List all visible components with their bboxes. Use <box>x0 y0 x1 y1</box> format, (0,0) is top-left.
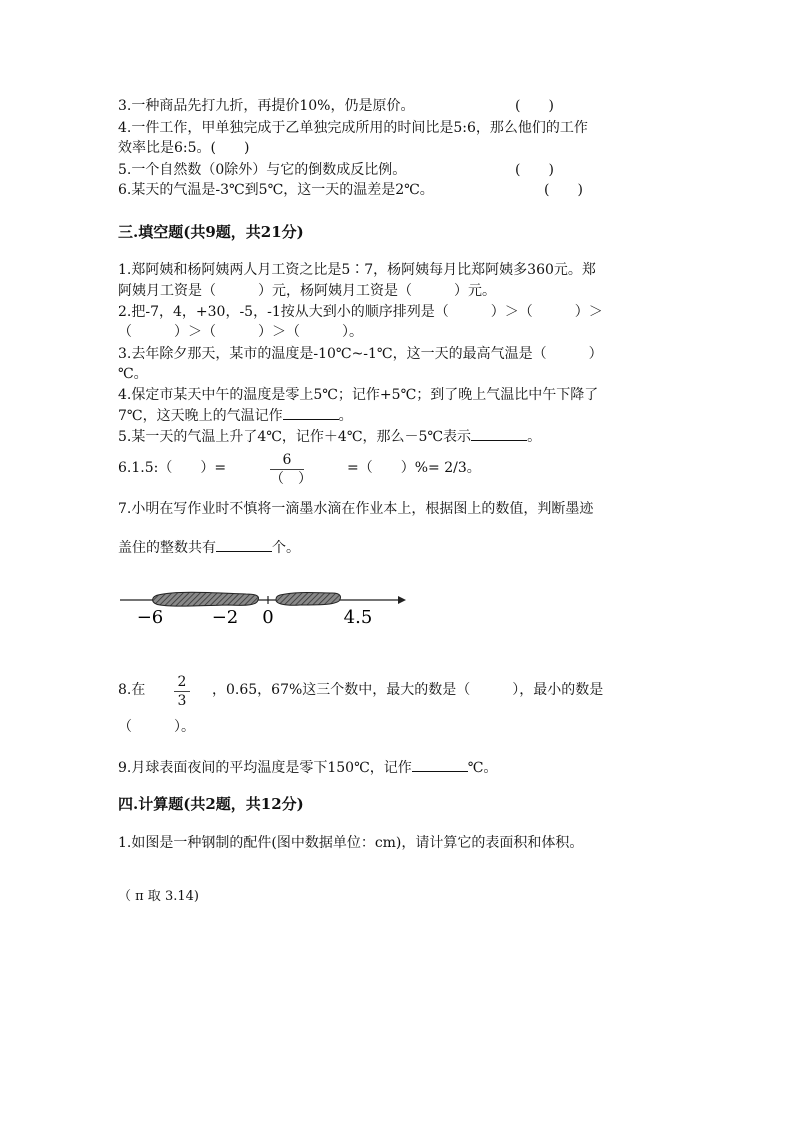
calc-question-1-line1: 1.如图是一种钢制的配件(图中数据单位：cm)，请计算它的表面积和体积。 <box>118 835 584 851</box>
fill-question-3-line2: ℃。 <box>118 366 148 382</box>
judge-question-5-text: 5.一个自然数（0除外）与它的倒数成反比例。 <box>118 162 407 178</box>
judge-question-5 <box>118 160 406 180</box>
judge-question-5-answer-paren[interactable]: ( ) <box>515 162 554 178</box>
number-line-label-neg2: −2 <box>211 607 239 628</box>
section-3-heading: 三.填空题(共9题，共21分) <box>118 223 304 241</box>
judge-question-3-answer-paren[interactable]: ( ) <box>515 98 554 114</box>
fill-question-5 <box>118 426 541 447</box>
number-line-label-4-5: 4.5 <box>343 607 373 628</box>
section-4-heading: 四.计算题(共2题，共12分) <box>118 795 304 813</box>
judge-question-6-text: 6.某天的气温是-3℃到5℃，这一天的温差是2℃。 <box>118 182 434 198</box>
number-line-figure <box>118 584 418 630</box>
fill-question-4-line1: 4.保定市某天中午的温度是零上5℃；记作+5℃；到了晚上气温比中午下降了 <box>118 387 599 403</box>
fill-question-7-line2 <box>118 537 300 558</box>
ink-blot-left <box>153 592 259 606</box>
fill-question-7-unit: 个。 <box>272 540 300 556</box>
fill-question-5-text: 5.某一天的气温上升了4℃，记作＋4℃，那么－5℃表示 <box>118 429 472 445</box>
fill-question-9 <box>118 757 497 778</box>
ink-blot-right <box>276 593 341 606</box>
fill-question-6-part-a: 6.1.5:（ ）= <box>118 460 227 476</box>
number-line-arrow <box>398 596 406 604</box>
fill-question-9-unit: ℃。 <box>467 760 498 776</box>
fill-question-7-answer-blank[interactable] <box>216 537 272 552</box>
fill-question-6-fraction-denominator[interactable]: （ ） <box>270 471 312 487</box>
fill-question-4-answer-blank[interactable] <box>283 405 339 420</box>
judge-question-3 <box>118 96 414 116</box>
judge-question-6-answer-paren[interactable]: ( ) <box>544 182 583 198</box>
fill-question-8-text: ，0.65，67%这三个数中，最大的数是（ ），最小的数是 <box>212 682 604 698</box>
fill-question-7-line1: 7.小明在写作业时不慎将一滴墨水滴在作业本上，根据图上的数值，判断墨迹 <box>118 501 594 517</box>
judge-question-4-line2: 效率比是6:5。( ) <box>118 140 250 156</box>
fill-question-9-text: 9.月球表面夜间的平均温度是零下150℃，记作 <box>118 760 412 776</box>
fill-question-8-fraction-denominator: 3 <box>177 693 187 709</box>
fill-question-8-fraction <box>174 673 190 710</box>
fill-question-1-line2: 阿姨月工资是（ ）元，杨阿姨月工资是（ ）元。 <box>118 283 496 299</box>
fill-question-2-line1: 2.把-7，4，+30，-5，-1按从大到小的顺序排列是（ ）＞（ ）＞ <box>118 304 603 320</box>
number-line-label-zero: 0 <box>262 607 274 628</box>
fill-question-5-period: 。 <box>527 429 542 445</box>
fill-question-6-fraction-numerator: 6 <box>282 452 292 468</box>
fill-question-4-line2 <box>118 405 353 426</box>
fill-question-6-part-b: =（ ）%= 2/3。 <box>347 460 481 476</box>
fill-question-5-answer-blank[interactable] <box>471 426 527 441</box>
judge-question-3-text: 3.一种商品先打九折，再提价10%，仍是原价。 <box>118 98 415 114</box>
fill-question-7-text: 盖住的整数共有 <box>118 540 216 556</box>
fill-question-4-text: 7℃，这天晚上的气温记作 <box>118 408 283 424</box>
fill-question-1-line1: 1.郑阿姨和杨阿姨两人月工资之比是5∶7，杨阿姨每月比郑阿姨多360元。郑 <box>118 262 596 278</box>
fill-question-9-answer-blank[interactable] <box>412 757 468 772</box>
judge-question-6 <box>118 180 434 200</box>
fill-question-4-period: 。 <box>338 408 353 424</box>
fill-question-8-prefix: 8.在 <box>118 682 146 698</box>
number-line-label-neg6: −6 <box>136 607 164 628</box>
judge-question-4-line1: 4.一件工作，甲单独完成于乙单独完成所用的时间比是5:6，那么他们的工作 <box>118 120 588 136</box>
fill-question-3-line1: 3.去年除夕那天，某市的温度是-10℃~-1℃，这一天的最高气温是（ ） <box>118 346 603 362</box>
fill-question-2-line2: （ ）＞（ ）＞（ ）。 <box>118 324 363 340</box>
fill-question-8-fraction-numerator: 2 <box>177 674 187 690</box>
fill-question-8-line2: （ ）。 <box>118 719 195 735</box>
fill-question-6-fraction <box>270 451 312 488</box>
calc-question-1-note: （ π 取 3.14) <box>118 889 199 904</box>
